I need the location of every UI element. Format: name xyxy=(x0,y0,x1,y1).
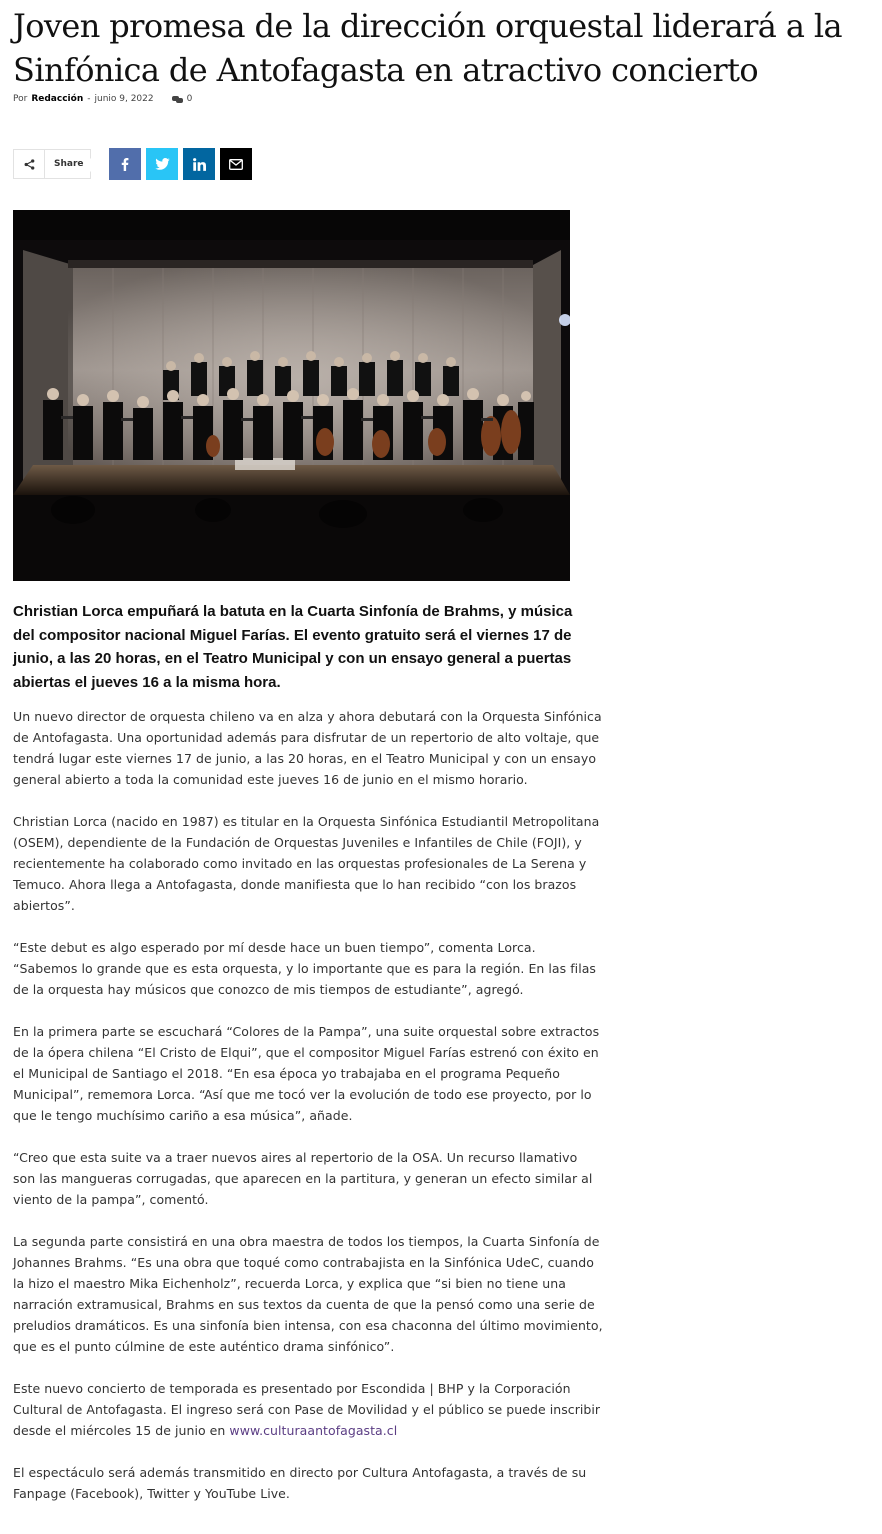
paragraph: Christian Lorca (nacido en 1987) es titular en la Orquesta Sinfónica Estudiantil Metropolitana (OSEM), dependiente de la Fundación de Orquestas Juveniles e Infantiles de Chile (FOJI), y recientemente ha colaborado como invitado en las orquestas profesionales de La Serena y Temuco. Ahora llega a Antofagasta, donde manifiesta que lo han recibido “con los brazos abiertos”. xyxy=(13,814,600,913)
article-title: Joven promesa de la dirección orquestal liderará a la Sinfónica de Antofagasta en atractivo concierto xyxy=(13,7,842,89)
concert-photo xyxy=(13,210,570,581)
article-meta xyxy=(13,94,192,104)
paragraph: “Creo que esta suite va a traer nuevos aires al repertorio de la OSA. Un recurso llamativo son las mangueras corrugadas, que aparecen en la partitura, y generan un efecto similar al viento de la pampa”, comentó. xyxy=(13,1150,593,1207)
twitter-share-button[interactable] xyxy=(146,148,178,180)
paragraph: En la primera parte se escuchará “Colores de la Pampa”, una suite orquestal sobre extractos de la ópera chilena “El Cristo de Elqui”, que el compositor Miguel Farías estrenó con éxito en el Municipal de Santiago el 2018. “En esa época yo trabajaba en el programa Pequeño Municipal”, rememora Lorca. “Así que me tocó ver la evolución de todo ese proyecto, por lo que le tengo muchísimo cariño a esa música”, añade. xyxy=(13,1024,600,1123)
facebook-icon xyxy=(121,158,129,171)
facebook-share-button[interactable] xyxy=(109,148,141,180)
share-bar xyxy=(13,148,252,180)
by-label: Por xyxy=(13,94,28,104)
paragraph: “Este debut es algo esperado por mí desde hace un buen tiempo”, comenta Lorca. “Sabemos lo grande que es esta orquesta, y lo importante que es para la región. En las filas de la orquesta hay músicos que conozco de mis tiempos de estudiante”, agregó. xyxy=(13,940,596,997)
paragraph: El espectáculo será además transmitido en directo por Cultura Antofagasta, a través de su Fanpage (Facebook), Twitter y YouTube Live. xyxy=(13,1465,587,1501)
paragraph: Un nuevo director de orquesta chileno va en alza y ahora debutará con la Orquesta Sinfónica de Antofagasta. Una oportunidad además para disfrutar de un repertorio de alto voltaje, que tendrá lugar este viernes 17 de junio, a las 20 horas, en el Teatro Municipal y con un ensayo general abierto a toda la comunidad este jueves 16 de junio en el mismo horario. xyxy=(13,709,602,787)
comments-link[interactable] xyxy=(172,94,193,104)
share-label: Share xyxy=(54,159,84,169)
share-button[interactable] xyxy=(13,149,91,179)
comments-icon xyxy=(172,96,183,103)
envelope-icon xyxy=(229,159,243,170)
share-icon xyxy=(14,149,45,179)
comment-count: 0 xyxy=(186,94,193,104)
paragraph-with-link xyxy=(13,1378,603,1441)
article-lead: Christian Lorca empuñará la batuta en la Cuarta Sinfonía de Brahms, y música del compositor nacional Miguel Farías. El evento gratuito será el viernes 17 de junio, a las 20 horas, en el Teatro Municipal y con un ensayo general a puertas abiertas el jueves 16 a la misma hora. xyxy=(13,603,573,691)
publish-date: junio 9, 2022 xyxy=(94,94,154,104)
author-link[interactable]: Redacción xyxy=(31,94,84,104)
paragraph: La segunda parte consistirá en una obra maestra de todos los tiempos, la Cuarta Sinfonía de Johannes Brahms. “Es una obra que toqué como contrabajista en la Sinfónica UdeC, cuando la hizo el maestro Mika Eichenholz”, recuerda Lorca, y explica que “si bien no tiene una narración extramusical, Brahms en sus textos da cuenta de que la pensó como una serie de preludios dramáticos. Es una sinfonía bien intensa, con esa chaconna del último movimiento, que es el punto cúlmine de este auténtico drama sinfónico”. xyxy=(13,1234,603,1354)
email-share-button[interactable] xyxy=(220,148,252,180)
paragraph-text: Este nuevo concierto de temporada es presentado por Escondida | BHP y la Corporación Cultural de Antofagasta. El ingreso será con Pase de Movilidad y el público se puede inscribir desde el miércoles 15 de junio en xyxy=(13,1381,601,1438)
meta-separator: - xyxy=(87,94,91,104)
twitter-icon xyxy=(155,158,170,170)
article-body xyxy=(13,706,603,1525)
linkedin-icon xyxy=(193,158,206,171)
cultura-antofagasta-link[interactable]: www.culturaantofagasta.cl xyxy=(229,1423,398,1438)
linkedin-share-button[interactable] xyxy=(183,148,215,180)
